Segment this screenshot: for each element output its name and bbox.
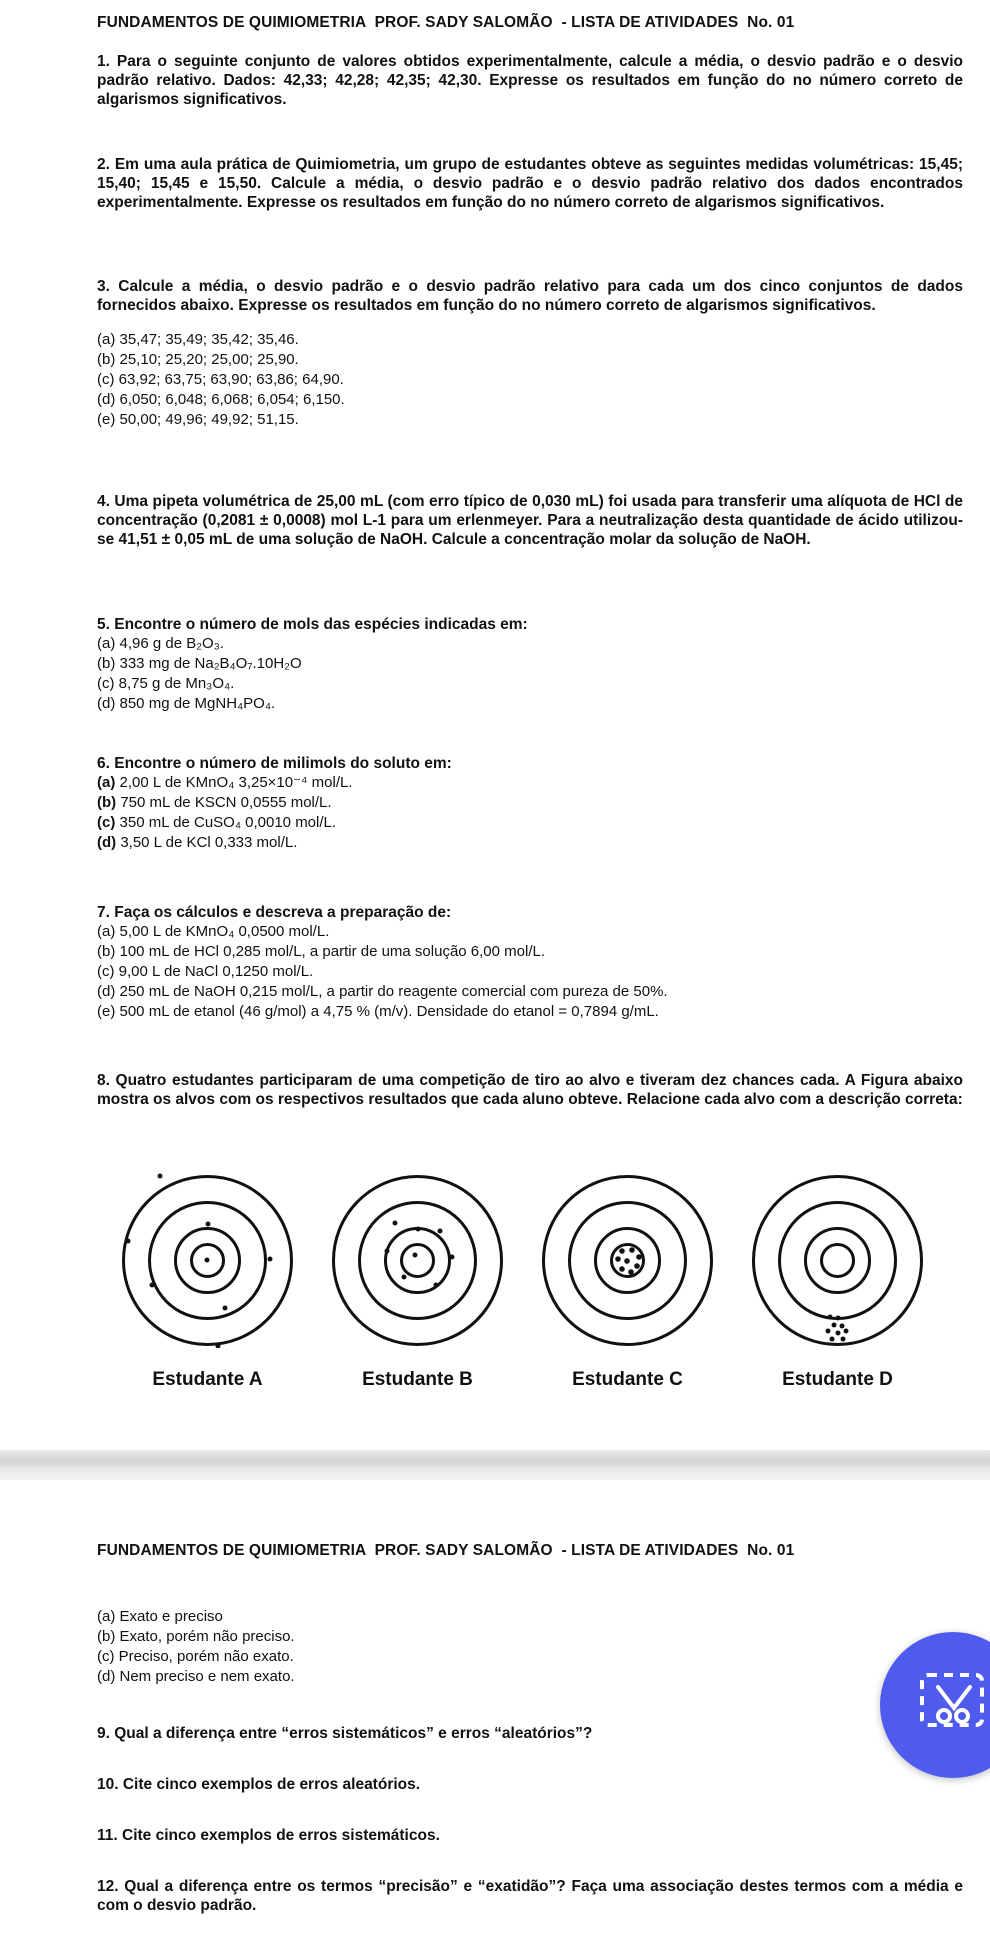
question-8-options <box>97 1607 963 1687</box>
item-letter: (a) <box>97 774 116 791</box>
question-4 <box>97 492 963 549</box>
question-6-list <box>97 773 963 853</box>
item-text: 2,00 L de KMnO₄ 3,25×10⁻⁴ mol/L. <box>115 774 353 791</box>
question-4-text: 4. Uma pipeta volumétrica de 25,00 mL (com erro típico de 0,030 mL) foi usada para transferir uma alíquota de HCl de concentração (0,2081 ± 0,0008) mol L-1 para um erlenmeyer. Para a neutralização desta quantidade de ácido utilizou-se 41,51 ± 0,05 mL de uma solução de NaOH. Calcule a concentração molar da solução de NaOH. <box>97 493 963 548</box>
list-item: (c) 9,00 L de NaCl 0,1250 mol/L. <box>97 963 314 980</box>
question-3-list <box>97 330 963 430</box>
question-7-list <box>97 922 963 1022</box>
list-item: (a) 5,00 L de KMnO₄ 0,0500 mol/L. <box>97 923 330 940</box>
target-student-c <box>540 1173 715 1348</box>
list-item: (d) Nem preciso e nem exato. <box>97 1668 295 1685</box>
question-3-text: 3. Calcule a média, o desvio padrão e o desvio padrão relativo para cada um dos cinco conjuntos de dados fornecidos abaixo. Expresse os resultados em função do no número correto de algarismos significativos. <box>97 278 963 314</box>
page-header: FUNDAMENTOS DE QUIMIOMETRIA PROF. SADY SALOMÃO - LISTA DE ATIVIDADES No. 01 <box>97 14 795 31</box>
targets-figure <box>120 1173 940 1393</box>
target-student-b <box>330 1173 505 1348</box>
list-item: (b) 100 mL de HCl 0,285 mol/L, a partir de uma solução 6,00 mol/L. <box>97 943 546 960</box>
question-10-text: 10. Cite cinco exemplos de erros aleatórios. <box>97 1776 421 1793</box>
list-item: (b) Exato, porém não preciso. <box>97 1628 295 1645</box>
question-8 <box>97 1071 963 1109</box>
list-item: (c) Preciso, porém não exato. <box>97 1648 294 1665</box>
question-10 <box>97 1775 963 1794</box>
list-item <box>97 833 963 853</box>
page-separator <box>0 1450 990 1480</box>
question-5-list <box>97 634 963 714</box>
question-11-text: 11. Cite cinco exemplos de erros sistemáticos. <box>97 1827 440 1844</box>
question-3 <box>97 277 963 430</box>
question-7-text: 7. Faça os cálculos e descreva a preparação de: <box>97 904 452 921</box>
question-2-text: 2. Em uma aula prática de Quimiometria, um grupo de estudantes obteve as seguintes medidas volumétricas: 15,45; 15,40; 15,45 e 15,50. Calcule a média, o desvio padrão e o desvio padrão relativo dos dados encontrados experimentalmente. Expresse os resultados em função do no número correto de algarismos significativos. <box>97 156 963 211</box>
label-student-b: Estudante B <box>362 1369 473 1390</box>
question-9 <box>97 1724 963 1743</box>
question-6 <box>97 754 963 853</box>
item-text: 3,50 L de KCl 0,333 mol/L. <box>116 834 298 851</box>
question-1 <box>97 52 963 109</box>
list-item: (a) Exato e preciso <box>97 1608 223 1625</box>
list-item: (a) 35,47; 35,49; 35,42; 35,46. <box>97 331 299 348</box>
target-student-d <box>750 1173 925 1348</box>
question-11 <box>97 1826 963 1845</box>
item-text: 350 mL de CuSO₄ 0,0010 mol/L. <box>115 814 337 831</box>
item-letter: (d) <box>97 834 117 851</box>
item-text: 750 mL de KSCN 0,0555 mol/L. <box>116 794 332 811</box>
screenshot-fab-button[interactable] <box>880 1632 990 1778</box>
list-item: (e) 50,00; 49,96; 49,92; 51,15. <box>97 411 299 428</box>
question-5-text: 5. Encontre o número de mols das espécies indicadas em: <box>97 616 528 633</box>
list-item: (a) 4,96 g de B₂O₃. <box>97 635 224 652</box>
question-1-text: 1. Para o seguinte conjunto de valores obtidos experimentalmente, calcule a média, o desvio padrão e o desvio padrão relativo. Dados: 42,33; 42,28; 42,35; 42,30. Expresse os resultados em função do no número correto de algarismos significativos. <box>97 53 963 108</box>
page-header: FUNDAMENTOS DE QUIMIOMETRIA PROF. SADY SALOMÃO - LISTA DE ATIVIDADES No. 01 <box>97 1542 795 1559</box>
question-2 <box>97 155 963 212</box>
list-item: (c) 63,92; 63,75; 63,90; 63,86; 64,90. <box>97 371 344 388</box>
question-12 <box>97 1877 963 1915</box>
list-item <box>97 793 963 813</box>
question-5 <box>97 615 963 714</box>
question-8-text: 8. Quatro estudantes participaram de uma competição de tiro ao alvo e tiveram dez chances cada. A Figura abaixo mostra os alvos com os respectivos resultados que cada aluno obteve. Relacione cada alvo com a descrição correta: <box>97 1072 963 1108</box>
page-2 <box>0 1480 990 1947</box>
list-item: (b) 25,10; 25,20; 25,00; 25,90. <box>97 351 299 368</box>
list-item <box>97 813 963 833</box>
item-letter: (c) <box>97 814 116 831</box>
list-item <box>97 773 963 793</box>
scissors-crop-icon <box>880 1632 990 1778</box>
question-7 <box>97 903 963 1022</box>
page-1-content <box>97 14 963 1108</box>
list-item: (d) 6,050; 6,048; 6,068; 6,054; 6,150. <box>97 391 345 408</box>
label-student-a: Estudante A <box>152 1369 263 1390</box>
page-2-content <box>97 1542 963 1914</box>
item-letter: (b) <box>97 794 117 811</box>
list-item: (d) 250 mL de NaOH 0,215 mol/L, a partir do reagente comercial com pureza de 50%. <box>97 983 668 1000</box>
list-item: (e) 500 mL de etanol (46 g/mol) a 4,75 % (m/v). Densidade do etanol = 0,7894 g/mL. <box>97 1003 659 1020</box>
list-item: (b) 333 mg de Na₂B₄O₇.10H₂O <box>97 655 302 672</box>
list-item: (c) 8,75 g de Mn₃O₄. <box>97 675 235 692</box>
label-student-c: Estudante C <box>572 1369 683 1390</box>
list-item: (d) 850 mg de MgNH₄PO₄. <box>97 695 276 712</box>
question-12-text: 12. Qual a diferença entre os termos “precisão” e “exatidão”? Faça uma associação destes termos com a média e com o desvio padrão. <box>97 1878 963 1914</box>
question-6-text: 6. Encontre o número de milimols do soluto em: <box>97 755 452 772</box>
question-9-text: 9. Qual a diferença entre “erros sistemáticos” e erros “aleatórios”? <box>97 1725 593 1742</box>
label-student-d: Estudante D <box>782 1369 893 1390</box>
target-student-a <box>120 1173 295 1348</box>
